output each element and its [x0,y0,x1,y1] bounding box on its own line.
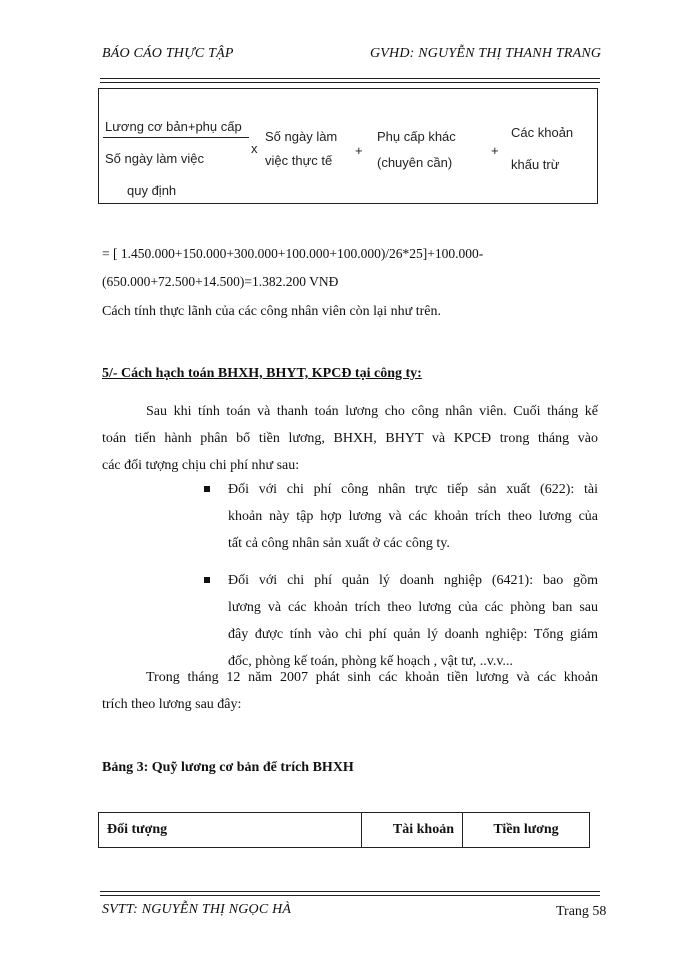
intro-line: toán tiến hành phân bổ tiền lương, BHXH, BHYT và KPCĐ trong tháng vào [102,431,598,446]
footer-left: SVTT: NGUYỄN THỊ NGỌC HÀ [102,902,292,917]
header-cell-tien-luong: Tiền lương [463,813,590,848]
section5-intro [102,398,598,479]
plus-sign-1: + [355,143,363,158]
header-rule-top [100,78,600,79]
intro-line: Sau khi tính toán và thanh toán lương cho công nhân viên. Cuối tháng kế [146,404,598,419]
page-number: Trang 58 [556,904,607,919]
bullet-line: đốc, phòng kế toán, phòng kế hoạch , vật tư, ..v.v... [228,654,513,669]
formula-deduct-line1: Các khoản [511,125,574,140]
formula-allowance-line2: (chuyên cần) [377,155,453,170]
bullet-line: Đối với chi phí công nhân trực tiếp sản xuất (622): tài [228,482,598,497]
bullet-list [204,476,598,675]
bullet-item [204,567,598,675]
bullet-line: đây được tính vào chi phí quản lý doanh nghiệp: Tổng giám [228,627,598,642]
footer-rule-bottom [100,895,600,896]
section5-closing [102,664,598,718]
bullet-item [204,476,598,557]
calc-note: Cách tính thực lãnh của các công nhân viên còn lại như trên. [102,304,442,319]
section5-title: 5/- Cách hạch toán BHXH, BHYT, KPCĐ tại công ty: [102,366,422,381]
table3 [98,812,590,848]
formula-denominator-line2: quy định [127,183,177,198]
plus-sign-2: + [491,143,499,158]
bullet-line: Đối với chi phí quản lý doanh nghiệp (6421): bao gồm [228,573,598,588]
header-rule-bottom [100,82,600,83]
fraction-line [103,137,249,138]
calc-line1: = [ 1.450.000+150.000+300.000+100.000+100.000)/26*25]+100.000- [102,246,484,261]
bullet-line: lương và các khoản trích theo lương của các phòng ban sau [228,600,598,615]
formula-deduct-line2: khấu trừ [511,157,560,172]
formula-allowance-line1: Phụ cấp khác [377,129,456,144]
formula-numerator: Lương cơ bản+phụ cấp [105,119,242,134]
formula-days-line1: Số ngày làm [265,129,338,144]
calc-line2: (650.000+72.500+14.500)=1.382.200 VNĐ [102,274,339,289]
closing-line: trích theo lương sau đây: [102,697,242,712]
formula-days-line2: việc thực tế [265,153,333,168]
salary-formula-box [98,88,598,204]
bullet-square-icon [204,577,210,583]
multiply-sign: x [251,141,258,156]
intro-line: các đối tượng chịu chi phí như sau: [102,458,300,473]
bullet-line: khoản này tập hợp lương và các khoản trích theo lương của [228,509,598,524]
bullet-line: tất cả công nhân sản xuất ở các công ty. [228,536,450,551]
footer-rule-top [100,891,600,892]
formula-denominator-line1: Số ngày làm việc [105,151,204,166]
bullet-square-icon [204,486,210,492]
header-cell-tai-khoan: Tài khoản [362,813,463,848]
table3-title: Bảng 3: Quỹ lương cơ bản để trích BHXH [102,760,354,775]
header-cell-doi-tuong: Đối tượng [99,813,362,848]
closing-line: Trong tháng 12 năm 2007 phát sinh các khoản tiền lương và các khoản [146,670,598,685]
table-header-row [99,813,590,848]
header-right: GVHD: NGUYỄN THỊ THANH TRANG [370,46,602,61]
header-left: BÁO CÁO THỰC TẬP [102,46,234,61]
